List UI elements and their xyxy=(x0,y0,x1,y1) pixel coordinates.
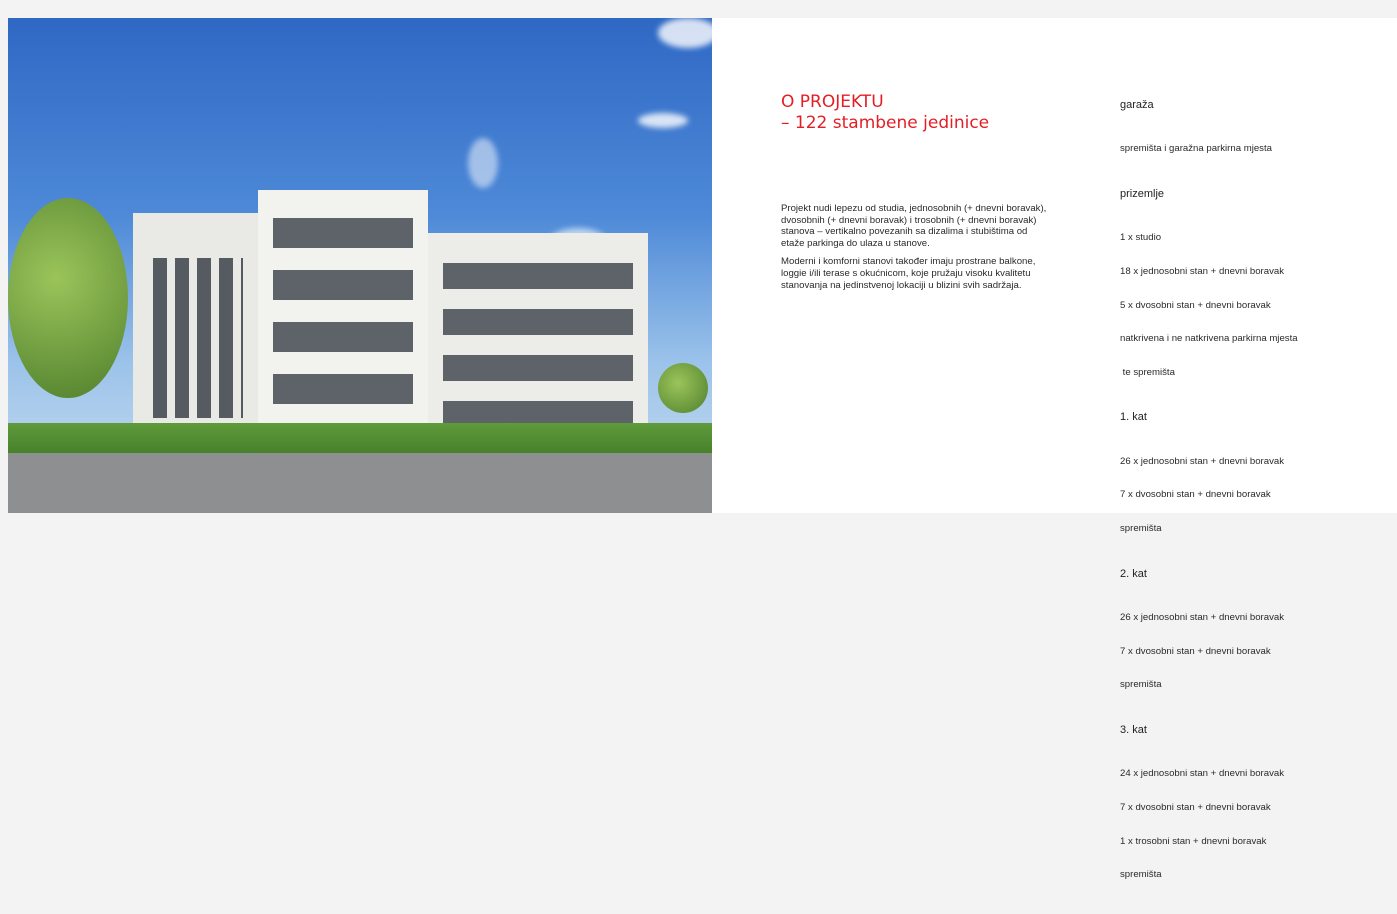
floor-line: 26 x jednosobni stan + dnevni boravak xyxy=(1120,612,1285,624)
floor-heading: prizemlje xyxy=(1120,188,1165,201)
floor-1-kat xyxy=(1120,411,1380,556)
floor-heading: 2. kat xyxy=(1120,567,1147,580)
floor-line: 24 x jednosobni stan + dnevni boravak xyxy=(1120,768,1285,780)
floor-line: spremišta xyxy=(1120,679,1162,691)
floor-garaza xyxy=(1120,99,1380,177)
title-line: O PROJEKTU xyxy=(781,92,884,112)
floor-2-kat xyxy=(1120,568,1380,713)
floor-line: spremišta xyxy=(1120,523,1162,535)
floor-3-kat xyxy=(1120,724,1380,903)
floor-heading: 1. kat xyxy=(1120,411,1147,424)
page-title xyxy=(781,92,989,134)
floor-heading: garaža xyxy=(1120,99,1154,111)
floor-heading: 3. kat xyxy=(1120,723,1147,736)
floor-line: natkrivena i ne natkrivena parkirna mjesta xyxy=(1120,333,1298,345)
floor-line: te spremišta xyxy=(1120,366,1175,378)
title-line: – 122 stambene jedinice xyxy=(781,113,990,133)
building-rendering-image xyxy=(8,18,712,513)
floor-list xyxy=(1120,99,1380,914)
floor-line: spremišta i garažna parkirna mjesta xyxy=(1120,143,1272,155)
floor-line: 26 x jednosobni stan + dnevni boravak xyxy=(1120,455,1285,467)
description-paragraph: Projekt nudi lepezu od studia, jednosobnih (+ dnevni boravak), dvosobnih (+ dnevni boravak) i trosobnih (+ dnevni boravak) stanova – vertikalno povezanih sa dizalima i stubištima od etaže parkinga do ulaza u stanove. xyxy=(781,203,1047,249)
floor-line: 1 x studio xyxy=(1120,232,1162,244)
floor-line: spremišta xyxy=(1120,869,1162,881)
floor-line: 7 x dvosobni stan + dnevni boravak xyxy=(1120,645,1271,657)
floor-line: 7 x dvosobni stan + dnevni boravak xyxy=(1120,489,1271,501)
floor-line: 5 x dvosobni stan + dnevni boravak xyxy=(1120,299,1271,311)
watermark-logo xyxy=(568,198,712,368)
floor-line: 18 x jednosobni stan + dnevni boravak xyxy=(1120,266,1285,278)
description xyxy=(781,203,1051,298)
floor-prizemlje xyxy=(1120,188,1380,400)
description-paragraph: Moderni i komforni stanovi također imaju prostrane balkone, loggie i/ili terase s okućnicom, koje pružaju visoku kvalitetu stanovanja na jedinstvenoj lokaciji u blizini svih sadržaja. xyxy=(781,256,1036,291)
floor-line: 7 x dvosobni stan + dnevni boravak xyxy=(1120,801,1271,813)
floor-line: 1 x trosobni stan + dnevni boravak xyxy=(1120,835,1267,847)
